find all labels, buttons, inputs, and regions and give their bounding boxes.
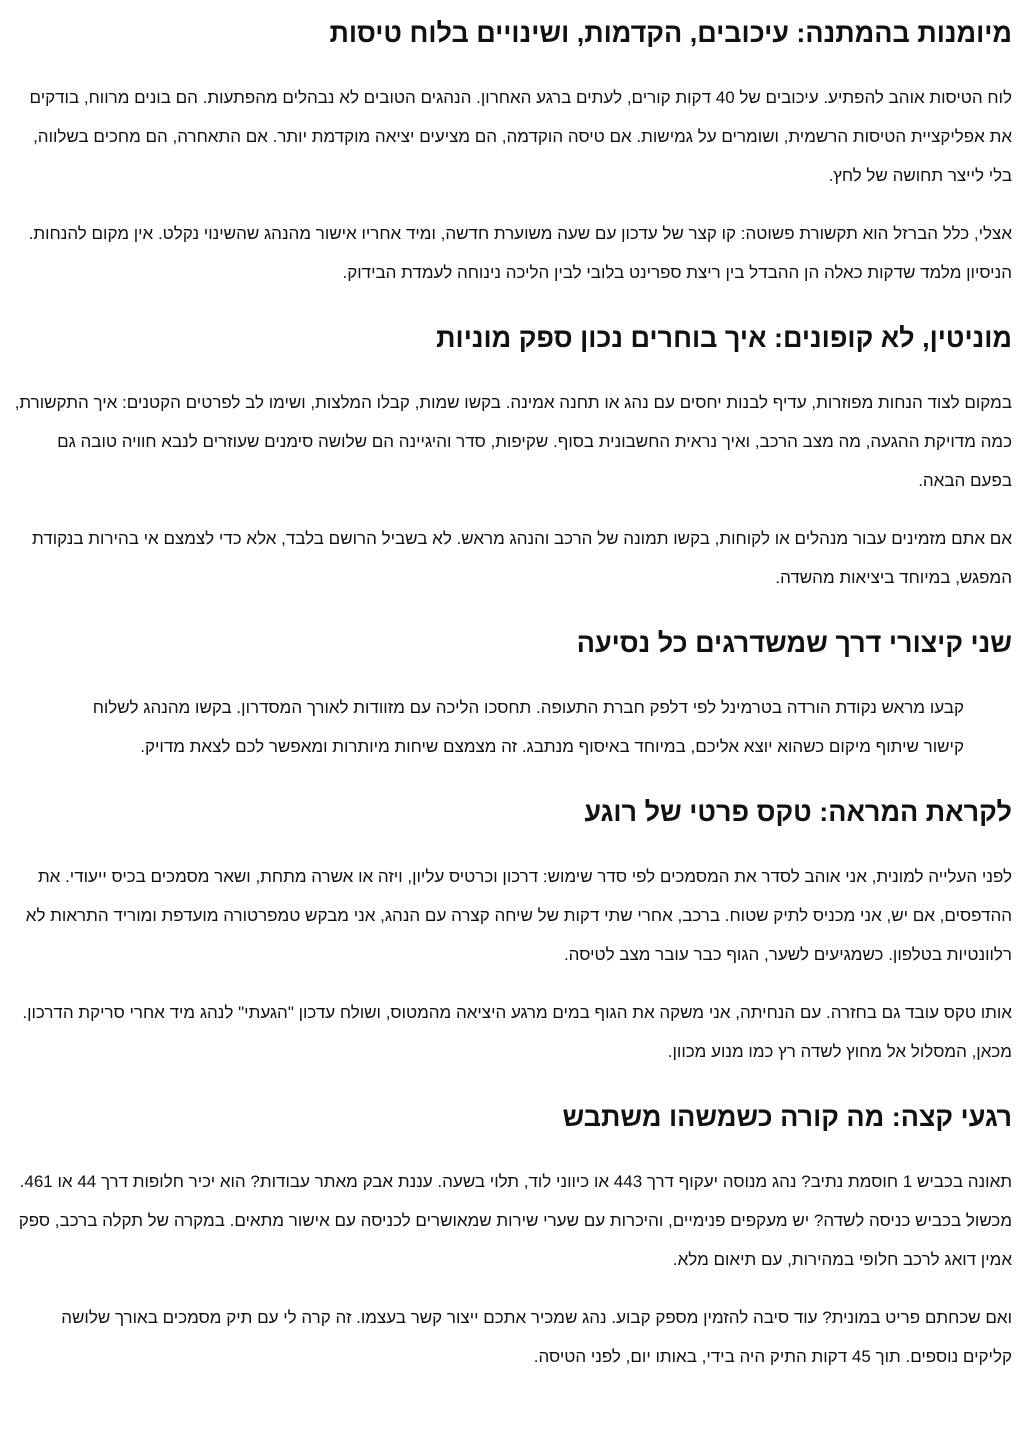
paragraph: ואם שכחתם פריט במונית? עוד סיבה להזמין מספק קבוע. נהג שמכיר אתכם ייצור קשר בעצמו. זה קרה לי עם תיק מסמכים באורך שלושה קליקים נוספים. תוך 45 דקות התיק היה בידי, באותו יום, לפני הטיסה. [61, 1308, 1012, 1366]
paragraph: לוח הטיסות אוהב להפתיע. עיכובים של 40 דקות קורים, לעתים ברגע האחרון. הנהגים הטובים לא נבהלים מהפתעות. הם בונים מרווח, בודקים את אפליקציית הטיסות הרשמית, ושומרים על גמישות. אם טיסה הוקדמה, הם מציעים יציאה מוקדמת יותר. אם התאחרה, הם מחכים בשלווה, בלי לייצר תחושה של לחץ. [29, 88, 1012, 185]
paragraph: אצלי, כלל הברזל הוא תקשורת פשוטה: קו קצר של עדכון עם שעה משוערת חדשה, ומיד אחריו אישור מהנהג שהשינוי נקלט. אין מקום להנחות. הניסיון מלמד שדקות כאלה הן ההבדל בין ריצת ספרינט בלובי לבין הליכה נינוחה לעמדת הבידוק. [28, 224, 1012, 282]
section-pre-flight-ritual [14, 791, 1012, 1071]
section-edge-cases [14, 1096, 1012, 1376]
section-title: לקראת המראה: טקס פרטי של רוגע [584, 797, 1012, 827]
paragraph: קבעו מראש נקודת הורדה בטרמינל לפי דלפק חברת התעופה. תחסכו הליכה עם מזוודות לאורך המסדרון. בקשו מהנהג לשלוח קישור שיתוף מיקום כשהוא יוצא אליכם, במיוחד באיסוף מנתבג. זה מצמצם שיחות מיותרות ומאפשר לכם לצאת מדויק. [92, 698, 964, 756]
section-title: רגעי קצה: מה קורה כשמשהו משתבש [562, 1102, 1012, 1132]
section-choosing-taxi-provider [14, 317, 1012, 597]
paragraph: אם אתם מזמינים עבור מנהלים או לקוחות, בקשו תמונה של הרכב והנהג מראש. לא בשביל הרושם בלבד, אלא כדי לצמצם אי בהירות בנקודת המפגש, במיוחד ביציאות מהשדה. [32, 529, 1012, 587]
section-shortcuts [14, 622, 1012, 766]
paragraph: לפני העלייה למונית, אני אוהב לסדר את המסמכים לפי סדר שימוש: דרכון וכרטיס עליון, ויזה או אשרה מתחת, ושאר מסמכים בכיס ייעודי. את ההדפסים, אם יש, אני מכניס לתיק שטוח. ברכב, אחרי שתי דקות של שיחה קצרה עם הנהג, אני מבקש טמפרטורה מועדפת ומוריד התראות לא רלוונטיות בטלפון. כשמגיעים לשער, הגוף כבר עובר מצב לטיסה. [25, 867, 1012, 964]
section-title: מיומנות בהמתנה: עיכובים, הקדמות, ושינויים בלוח טיסות [329, 18, 1012, 48]
paragraph: במקום לצוד הנחות מפוזרות, עדיף לבנות יחסים עם נהג או תחנה אמינה. בקשו שמות, קבלו המלצות, ושימו לב לפרטים הקטנים: איך התקשורת, כמה מדויקת ההגעה, מה מצב הרכב, ואיך נראית החשבונית בסוף. שקיפות, סדר והיגיינה הם שלושה סימנים שעוזרים לנבא חוויה טובה גם בפעם הבאה. [14, 393, 1012, 490]
section-flight-delays [14, 12, 1012, 292]
paragraph: תאונה בכביש 1 חוסמת נתיב? נהג מנוסה יעקוף דרך 443 או כיווני לוד, תלוי בשעה. עננת אבק מאתר עבודות? הוא יכיר חלופות דרך 44 או 461. מכשול בכביש כניסה לשדה? יש מעקפים פנימיים, והיכרות עם שערי שירות שמאושרים לכניסה עם אישור מתאים. במקרה של תקלה ברכב, ספק אמין דואג לרכב חלופי במהירות, עם תיאום מלא. [18, 1172, 1012, 1269]
section-title: שני קיצורי דרך שמשדרגים כל נסיעה [576, 628, 1012, 658]
paragraph: אותו טקס עובד גם בחזרה. עם הנחיתה, אני משקה את הגוף במים מרגע היציאה מהמטוס, ושולח עדכון "הגעתי" לנהג מיד אחרי סריקת הדרכון. מכאן, המסלול אל מחוץ לשדה רץ כמו מנוע מכוון. [22, 1003, 1012, 1061]
section-title: מוניטין, לא קופונים: איך בוחרים נכון ספק מוניות [436, 323, 1012, 353]
indented-block [14, 688, 1012, 766]
